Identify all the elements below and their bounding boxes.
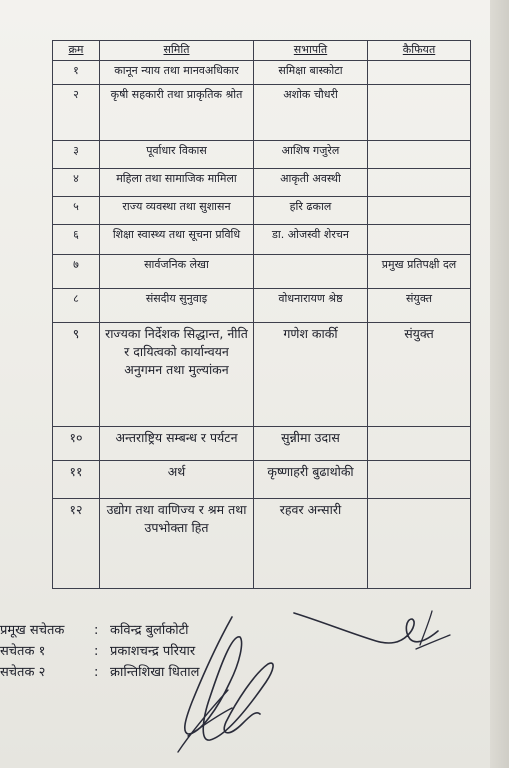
table-row	[53, 322, 471, 426]
serial-cell: १०	[53, 426, 100, 460]
remarks-cell	[368, 168, 471, 196]
signature-right	[290, 605, 460, 665]
serial-cell: २	[53, 84, 100, 140]
committee-cell: शिक्षा स्वास्थ्य तथा सूचना प्रविधि	[100, 224, 254, 254]
committee-cell: उद्योग तथा वाणिज्य र श्रम तथा उपभोक्ता हित	[100, 498, 254, 588]
committee-cell: कृषी सहकारी तथा प्राकृतिक श्रोत	[100, 84, 254, 140]
whip-name: क्रान्तिशिखा धिताल	[110, 665, 200, 680]
whip-role: सचेतक २	[0, 665, 46, 680]
page-edge-shadow	[490, 0, 509, 768]
whip-separator: :	[94, 623, 99, 638]
serial-cell: ६	[53, 224, 100, 254]
serial-cell: १२	[53, 498, 100, 588]
remarks-cell: संयुक्त	[368, 322, 471, 426]
signature-left	[170, 612, 290, 762]
whip-role: प्रमूख सचेतक	[0, 623, 65, 638]
remarks-cell: प्रमुख प्रतिपक्षी दल	[368, 254, 471, 288]
header-committee: समिति	[100, 41, 254, 61]
remarks-cell	[368, 460, 471, 498]
chair-cell: आशिष गजुरेल	[254, 140, 368, 168]
remarks-cell	[368, 196, 471, 224]
chair-cell	[254, 254, 368, 288]
whip-separator: :	[94, 665, 99, 680]
whip-role: सचेतक १	[0, 644, 46, 659]
chair-cell: वोधनारायण श्रेष्ठ	[254, 288, 368, 322]
table-row	[53, 168, 471, 196]
whip-separator: :	[94, 644, 99, 659]
committee-cell: अन्तराष्ट्रिय सम्बन्ध र पर्यटन	[100, 426, 254, 460]
remarks-cell	[368, 140, 471, 168]
committee-cell: पूर्वाधार विकास	[100, 140, 254, 168]
committee-cell: सार्वजनिक लेखा	[100, 254, 254, 288]
whip-name: कविन्द्र बुर्लाकोटी	[110, 623, 189, 638]
table-row	[53, 426, 471, 460]
committee-cell: अर्थ	[100, 460, 254, 498]
table-row	[53, 498, 471, 588]
serial-cell: ८	[53, 288, 100, 322]
chair-cell: गणेश कार्की	[254, 322, 368, 426]
committee-cell: संसदीय सुनुवाइ	[100, 288, 254, 322]
chair-cell: कृष्णाहरी बुढाथोकी	[254, 460, 368, 498]
remarks-cell	[368, 426, 471, 460]
header-chair: सभापति	[254, 41, 368, 61]
remarks-cell	[368, 84, 471, 140]
chair-cell: आकृती अवस्थी	[254, 168, 368, 196]
chair-cell: डा. ओजस्वी शेरचन	[254, 224, 368, 254]
table-row	[53, 288, 471, 322]
chair-cell: समिक्षा बास्कोटा	[254, 60, 368, 84]
remarks-cell	[368, 60, 471, 84]
table-row	[53, 460, 471, 498]
committee-cell: कानून न्याय तथा मानवअधिकार	[100, 60, 254, 84]
remarks-cell: संयुक्त	[368, 288, 471, 322]
chair-cell: हरि ढकाल	[254, 196, 368, 224]
table-row	[53, 140, 471, 168]
table-row	[53, 60, 471, 84]
table-header-row	[53, 41, 471, 61]
serial-cell: १	[53, 60, 100, 84]
serial-cell: ९	[53, 322, 100, 426]
committee-cell: महिला तथा सामाजिक मामिला	[100, 168, 254, 196]
remarks-cell	[368, 224, 471, 254]
chair-cell: अशोक चौधरी	[254, 84, 368, 140]
committee-table	[52, 40, 471, 589]
serial-cell: ५	[53, 196, 100, 224]
committee-cell: राज्य व्यवस्था तथा सुशासन	[100, 196, 254, 224]
serial-cell: ४	[53, 168, 100, 196]
table-row	[53, 196, 471, 224]
table-row	[53, 224, 471, 254]
table-row	[53, 254, 471, 288]
header-remarks: कैफियत	[368, 41, 471, 61]
serial-cell: ३	[53, 140, 100, 168]
chair-cell: सुन्नीमा उदास	[254, 426, 368, 460]
remarks-cell	[368, 498, 471, 588]
table-row	[53, 84, 471, 140]
chair-cell: रहवर अन्सारी	[254, 498, 368, 588]
serial-cell: ७	[53, 254, 100, 288]
serial-cell: ११	[53, 460, 100, 498]
whip-name: प्रकाशचन्द्र परियार	[110, 644, 196, 659]
header-serial: क्रम	[53, 41, 100, 61]
committee-cell: राज्यका निर्देशक सिद्धान्त, नीति र दायित्वको कार्यान्वयन अनुगमन तथा मुल्यांकन	[100, 322, 254, 426]
